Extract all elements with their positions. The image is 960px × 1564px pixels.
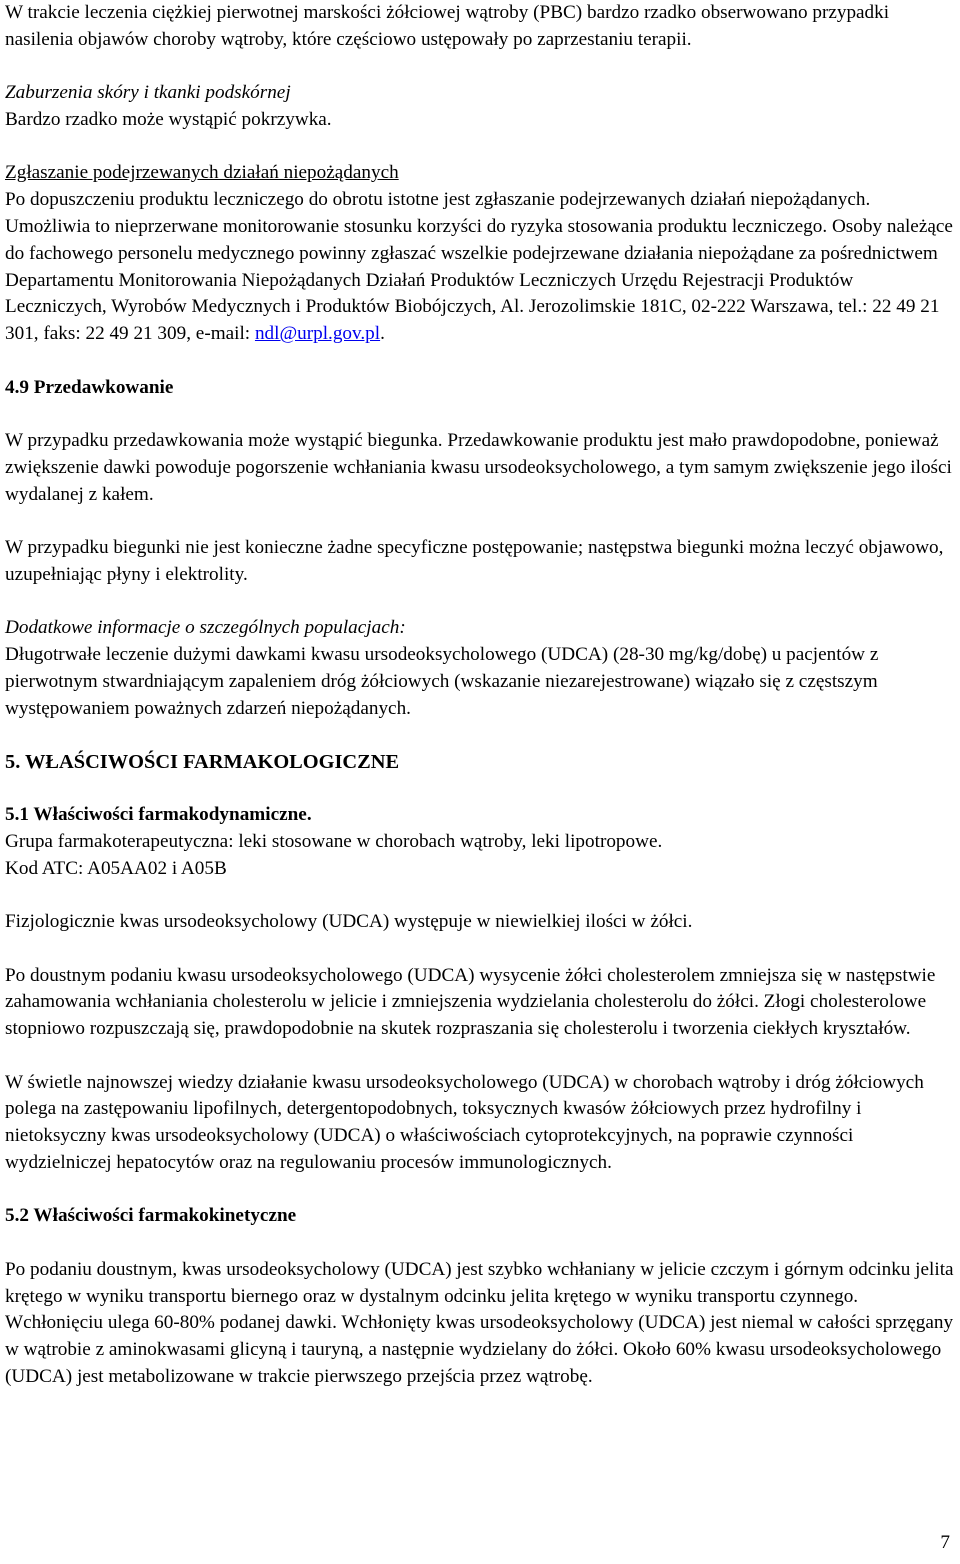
pd-paragraph-1 [5,909,955,936]
pharmacodynamics-intro [5,802,955,882]
pk-text-1: Po podaniu doustnym, kwas ursodeoksycholowy (UDCA) jest szybko wchłaniany w jelicie czczym i górnym odcinku jelita krętego w wyniku transportu biernego oraz w dystalnym odcinku jelita krętego w wyniku transportu czynnego. Wchłonięciu ulega 60-80% podanej dawki. Wchłonięty kwas ursodeoksycholowy (UDCA) jest niemal w całości sprzęgany w wątrobie z aminokwasami glicyną i tauryną, a następnie wydzielany do żółci. Około 60% kwasu ursodeoksycholowego (UDCA) jest metabolizowane w trakcie pierwszego przejścia przez wątrobę. [5,1258,954,1387]
populations-heading: Dodatkowe informacje o szczególnych populacjach: [5,617,406,639]
overdose-paragraph-2 [5,535,955,589]
pharmacodynamics-heading: 5.1 Właściwości farmakodynamiczne. [5,804,312,826]
overdose-text-2: W przypadku biegunki nie jest konieczne żadne specyficzne postępowanie; następstwa biegunki można leczyć objawowo, uzupełniając płyny i elektrolity. [5,536,944,585]
reporting-paragraph [5,187,955,348]
populations-text: Długotrwałe leczenie dużymi dawkami kwasu ursodeoksycholowego (UDCA) (28-30 mg/kg/dobę) u pacjentów z pierwotnym stwardniającym zapaleniem dróg żółciowych (wskazanie niezarejestrowane) wiązało się z częstszym występowaniem poważnych zdarzeń niepożądanych. [5,643,879,719]
populations-section [5,615,955,722]
reporting-text: Po dopuszczeniu produktu leczniczego do obrotu istotne jest zgłaszanie podejrzewanych działań niepożądanych. Umożliwia to nieprzerwane monitorowanie stosunku korzyści do ryzyka stosowania produktu leczniczego. Osoby należące do fachowego personelu medycznego powinny zgłaszać wszelkie podejrzewane działania niepożądane za pośrednictwem Departamentu Monitorowania Niepożądanych Działań Produktów Leczniczych Urzędu Rejestracji Produktów Leczniczych, Wyrobów Medycznych i Produktów Biobójczych, Al. Jerozolimskie 181C, 02-222 Warszawa, tel.: 22 49 21 301, faks: 22 49 21 309, e-mail: [5,189,953,345]
skin-section [5,80,955,134]
pd-text-2: Po doustnym podaniu kwasu ursodeoksycholowego (UDCA) wysycenie żółci cholesterolem zmniejsza się w następstwie zahamowania wchłaniania cholesterolu w jelicie i zmniejszenia wydzielania cholesterolu do żółci. Złogi cholesterolowe stopniowo rozpuszczają się, prawdopodobnie na skutek rozpraszania się cholesterolu i tworzenia ciekłych kryształów. [5,964,936,1040]
page-number: 7 [940,1532,950,1553]
overdose-text-1: W przypadku przedawkowania może wystąpić biegunka. Przedawkowanie produktu jest mało prawdopodobne, ponieważ zwiększenie dawki powoduje pogorszenie wchłaniania kwasu ursodeoksycholowego, a tym samym zwiększenie jego ilości wydalanej z kałem. [5,429,952,505]
overdose-paragraph-1 [5,428,955,508]
document-page [5,0,955,1417]
intro-text: W trakcie leczenia ciężkiej pierwotnej marskości żółciowej wątroby (PBC) bardzo rzadko obserwowano przypadki nasilenia objawów choroby wątroby, które częściowo ustępowały po zaprzestaniu terapii. [5,2,890,50]
atc-code: Kod ATC: A05AA02 i A05B [5,857,227,879]
pharmacotherapeutic-group: Grupa farmakoterapeutyczna: leki stosowane w chorobach wątroby, leki lipotropowe. [5,831,663,853]
pharmacokinetics-heading: 5.2 Właściwości farmakokinetyczne [5,1205,297,1227]
pd-paragraph-3 [5,1070,955,1177]
intro-paragraph [5,0,955,54]
reporting-end: . [380,323,385,345]
skin-heading: Zaburzenia skóry i tkanki podskórnej [5,82,291,104]
email-link[interactable]: ndl@urpl.gov.pl [254,323,381,345]
reporting-heading: Zgłaszanie podejrzewanych działań niepożądanych [5,162,399,184]
pd-text-3: W świetle najnowszej wiedzy działanie kwasu ursodeoksycholowego (UDCA) w chorobach wątroby i dróg żółciowych polega na zastępowaniu lipofilnych, detergentopodobnych, toksycznych kwasów żółciowych przez hydrofilny i nietoksyczny kwas ursodeoksycholowy (UDCA) o właściwościach cytoprotekcyjnych, na poprawie czynności wydzielniczej hepatocytów oraz na regulowaniu procesów immunologicznych. [5,1071,924,1174]
pd-paragraph-2 [5,963,955,1043]
skin-text: Bardzo rzadko może wystąpić pokrzywka. [5,108,332,130]
overdose-heading: 4.9 Przedawkowanie [5,376,174,398]
pd-text-1: Fizjologicznie kwas ursodeoksycholowy (UDCA) występuje w niewielkiej ilości w żółci. [5,911,693,933]
pharmacokinetics-heading-block [5,1203,955,1230]
overdose-heading-block [5,375,955,402]
section-5-heading: 5. WŁAŚCIWOŚCI FARMAKOLOGICZNE [5,750,400,773]
reporting-section [5,160,955,348]
pk-paragraph-1 [5,1257,955,1391]
